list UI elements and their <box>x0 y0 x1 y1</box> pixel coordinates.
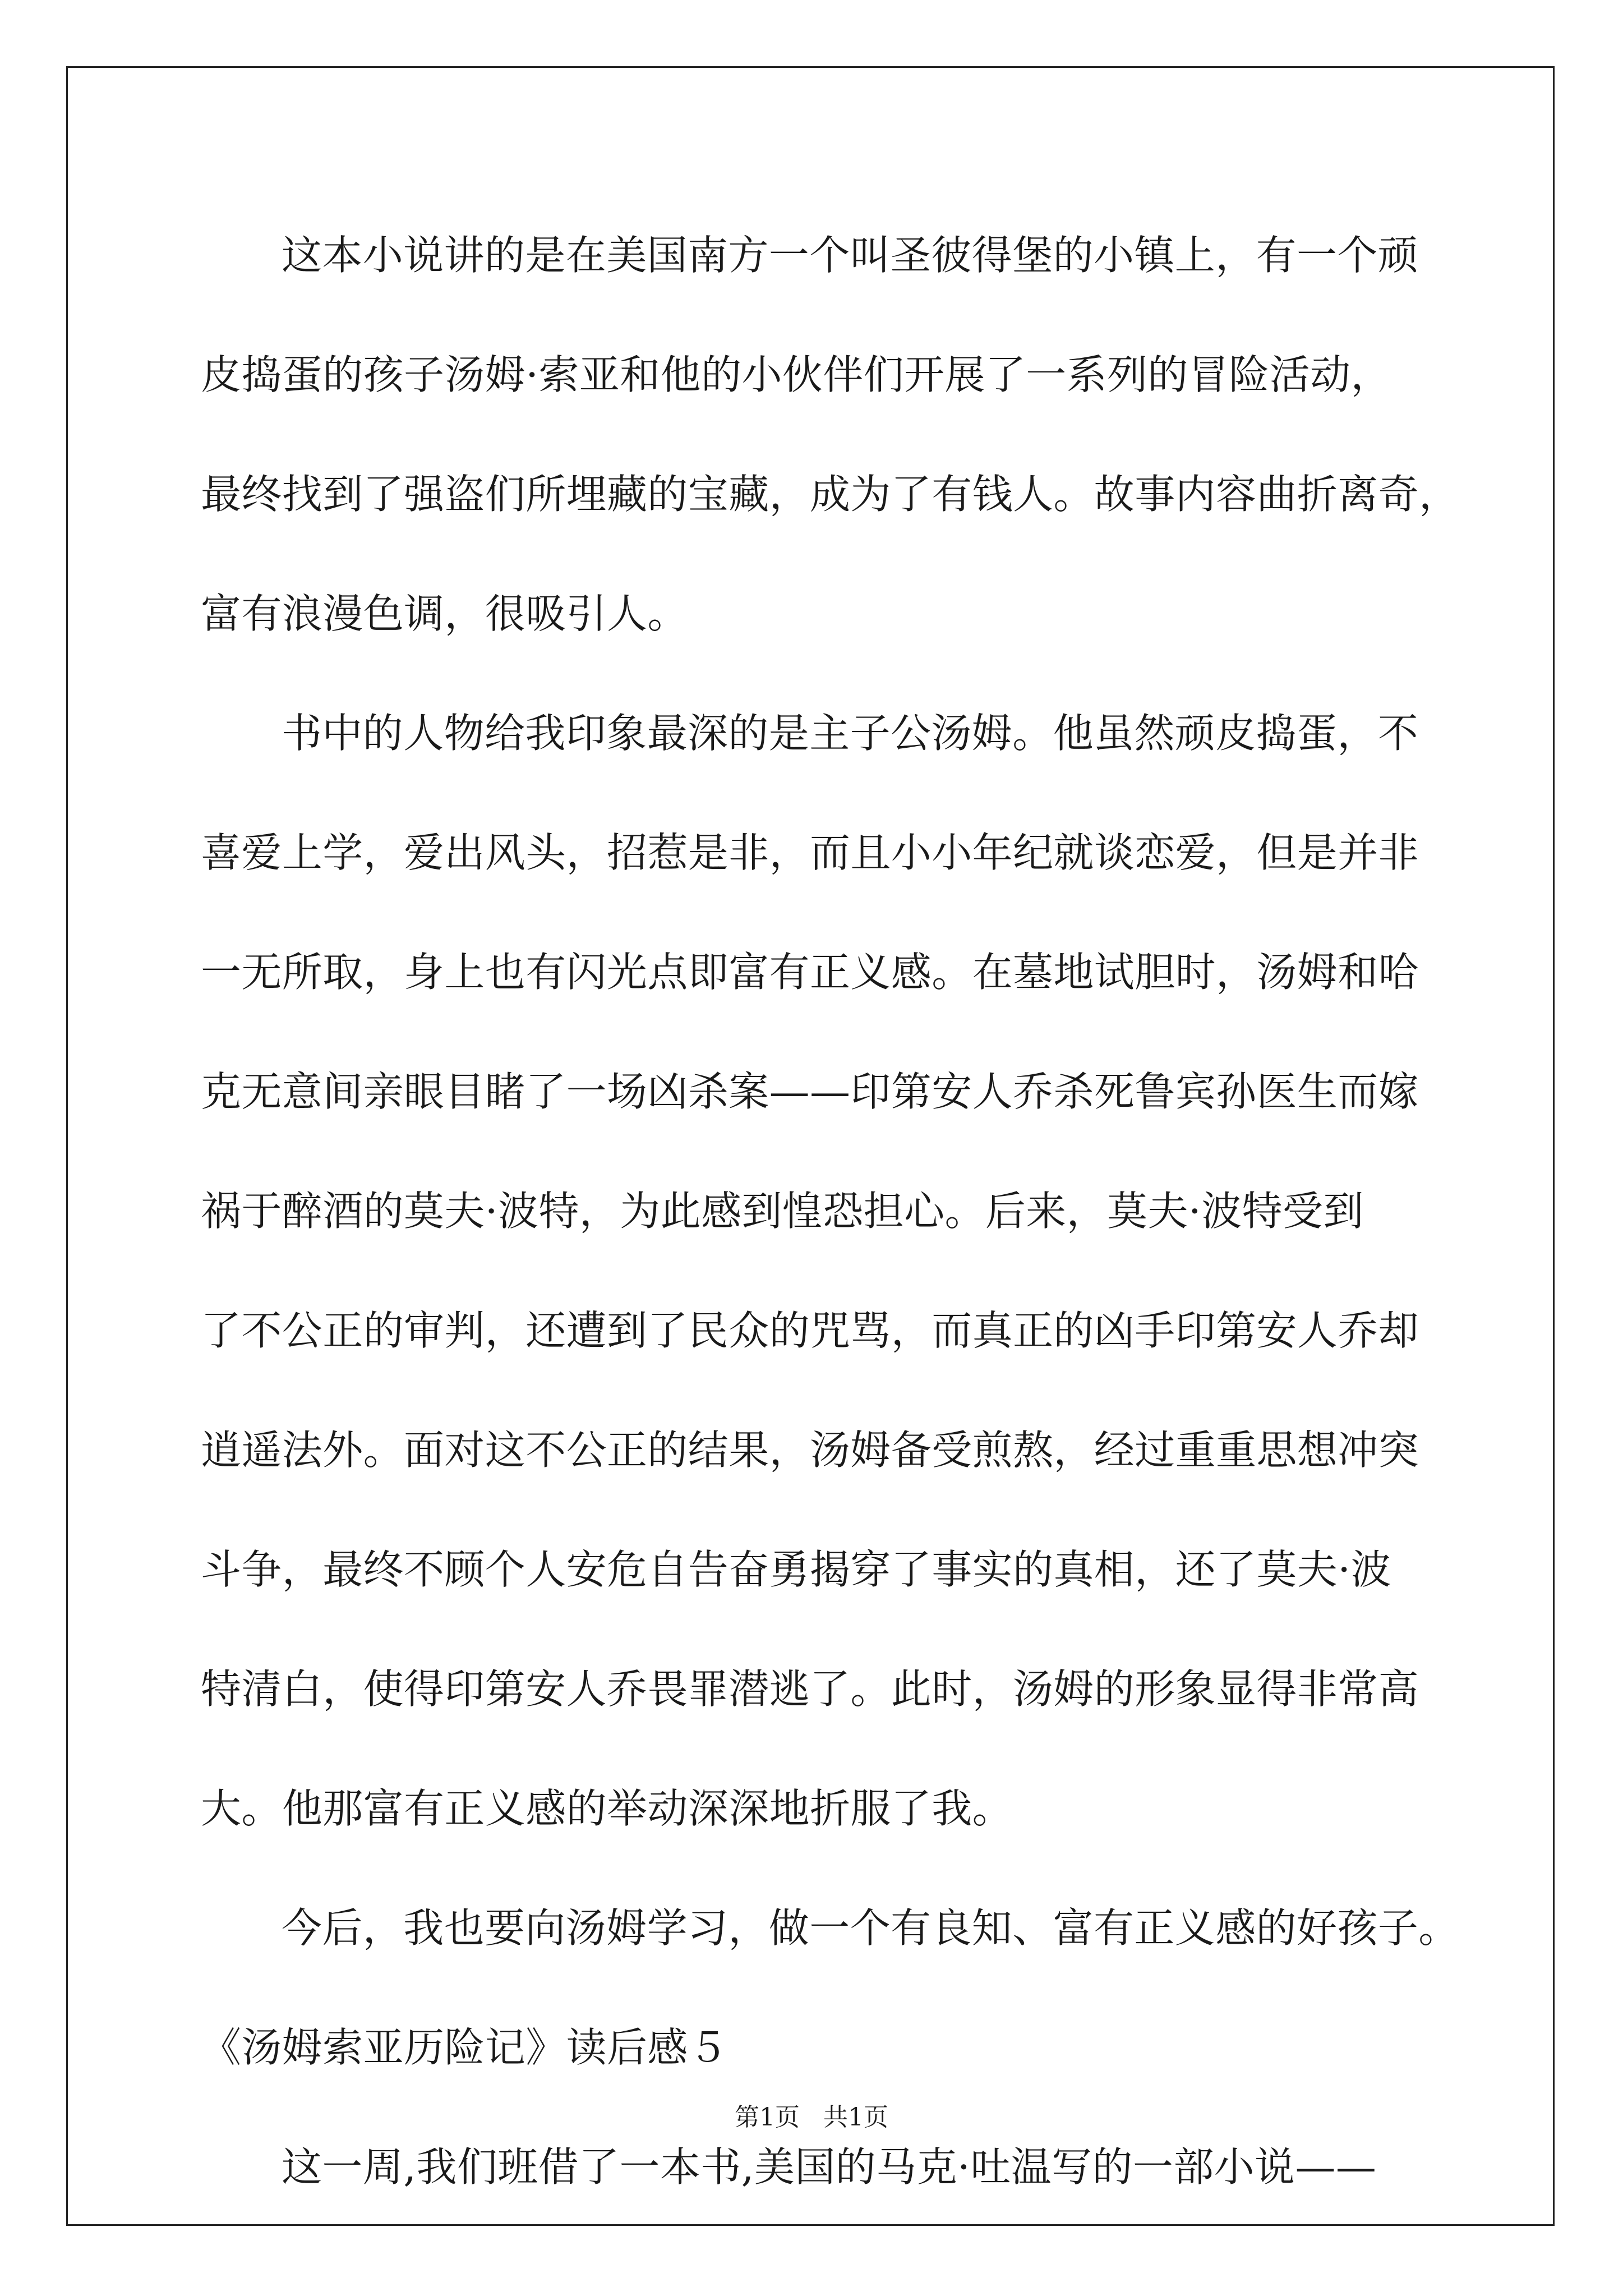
paragraph-2-line-2: 喜爱上学，爱出风头，招惹是非，而且小小年纪就谈恋爱，但是并非 <box>201 829 1419 876</box>
paragraph-3-line-1: 今后，我也要向汤姆学习，做一个有良知、富有正义感的好孩子。 <box>282 1904 1459 1952</box>
paragraph-2-line-6: 了不公正的审判，还遭到了民众的咒骂，而真正的凶手印第安人乔却 <box>201 1307 1419 1354</box>
paragraph-2-line-1: 书中的人物给我印象最深的是主子公汤姆。他虽然顽皮捣蛋，不 <box>282 710 1419 757</box>
paragraph-2-line-3: 一无所取，身上也有闪光点即富有正义感。在墓地试胆时，汤姆和哈 <box>201 949 1419 996</box>
paragraph-2-line-10: 大。他那富有正义感的举动深深地折服了我。 <box>201 1785 1013 1832</box>
paragraph-2-line-7: 逍遥法外。面对这不公正的结果，汤姆备受煎熬，经过重重思想冲突 <box>201 1427 1419 1474</box>
paragraph-2-line-4: 克无意间亲眼目睹了一场凶杀案——印第安人乔杀死鲁宾孙医生而嫁 <box>201 1068 1419 1115</box>
page-footer: 第1页 共1页 <box>735 2103 888 2132</box>
paragraph-1-line-2: 皮捣蛋的孩子汤姆·索亚和他的小伙伴们开展了一系列的冒险活动， <box>201 351 1391 398</box>
paragraph-2-line-8: 斗争，最终不顾个人安危自告奋勇揭穿了事实的真相，还了莫夫·波 <box>201 1546 1391 1593</box>
paragraph-2-line-5: 祸于醉酒的莫夫·波特，为此感到惶恐担心。后来，莫夫·波特受到 <box>201 1188 1364 1235</box>
paragraph-1-line-4: 富有浪漫色调，很吸引人。 <box>201 590 688 637</box>
paragraph-1-line-1: 这本小说讲的是在美国南方一个叫圣彼得堡的小镇上，有一个顽 <box>282 232 1419 279</box>
section-heading: 《汤姆索亚历险记》读后感５ <box>201 2024 729 2071</box>
paragraph-1-line-3: 最终找到了强盗们所埋藏的宝藏，成为了有钱人。故事内容曲折离奇， <box>201 471 1460 518</box>
paragraph-4-line-1: 这一周,我们班借了一本书,美国的马克·吐温写的一部小说—— <box>282 2143 1377 2191</box>
document-body <box>201 224 1460 2271</box>
paragraph-2-line-9: 特清白，使得印第安人乔畏罪潜逃了。此时，汤姆的形象显得非常高 <box>201 1665 1419 1713</box>
